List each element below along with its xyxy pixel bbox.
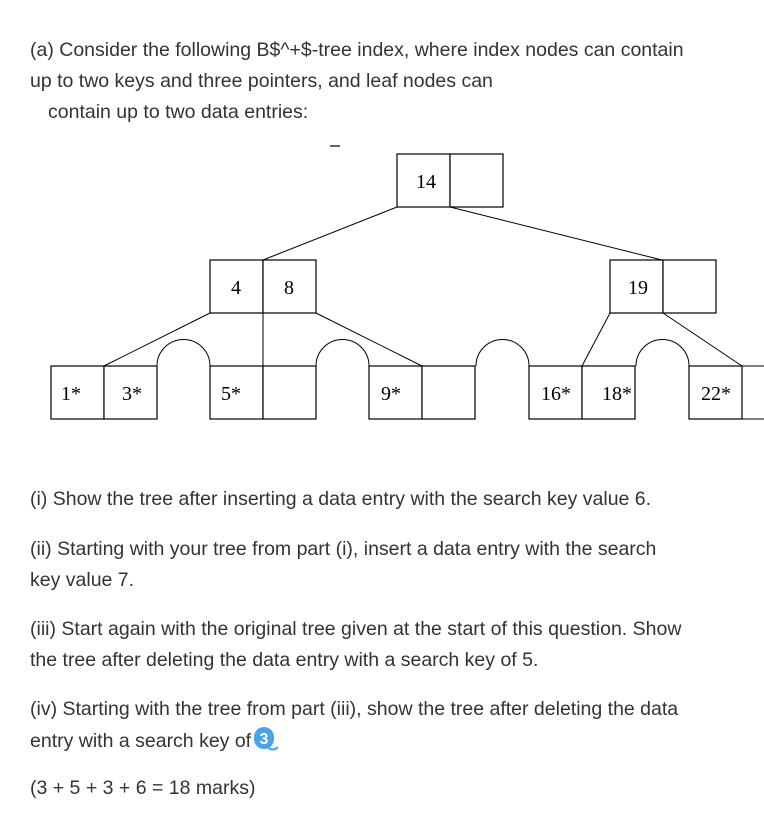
leaf-3-cell-2 <box>422 366 475 419</box>
leaf-node-4 <box>529 366 635 419</box>
intro-line-1: (a) Consider the following B$^+$-tree index, where index nodes can contain <box>30 39 684 61</box>
edge-right-index-to-leaf-4 <box>582 313 610 366</box>
sibling-arc-3 <box>476 340 529 367</box>
marks-summary <box>30 773 745 804</box>
root-key-1: 14 <box>416 171 436 193</box>
intro-line-2: up to two keys and three pointers, and leaf nodes can <box>30 70 493 92</box>
edge-root-to-right-index <box>450 207 662 260</box>
sibling-arc-1 <box>157 340 210 367</box>
question-intro <box>30 35 745 128</box>
edge-right-index-to-leaf-5 <box>663 313 742 366</box>
part-ii-line-1: (ii) Starting with your tree from part (i), insert a data entry with the search <box>30 538 657 560</box>
leaf-2-cell-2 <box>263 366 316 419</box>
leaf-node-1 <box>51 366 157 419</box>
emoji-three-tail <box>267 747 278 750</box>
emoji-three-icon <box>253 725 279 763</box>
leaf-4-entry-1: 16* <box>541 383 571 405</box>
leaf-3-entry-1: 9* <box>381 383 401 405</box>
right-index-node <box>610 260 716 313</box>
edge-left-index-to-leaf-3 <box>316 313 422 366</box>
left-index-key-2: 8 <box>284 277 294 299</box>
leaf-4-entry-2: 18* <box>602 383 632 405</box>
leaf-node-3 <box>369 366 475 419</box>
part-iv-line-2: entry with a search key of <box>30 730 252 752</box>
question-part-ii <box>30 534 745 596</box>
part-iv-line-1: (iv) Starting with the tree from part (iii), show the tree after deleting the data <box>30 698 679 720</box>
marks-text: (3 + 5 + 3 + 6 = 18 marks) <box>30 777 256 799</box>
leaf-1-entry-1: 1* <box>61 383 81 405</box>
right-index-key-1: 19 <box>628 277 648 299</box>
leaf-node-5 <box>689 366 764 419</box>
emoji-three-glyph: 3 <box>259 731 269 748</box>
intro-line-3: contain up to two data entries: <box>48 101 309 123</box>
leaf-node-2 <box>210 366 316 419</box>
left-index-node <box>210 260 316 313</box>
leaf-5-cell-2-partial <box>742 366 764 419</box>
question-part-iii <box>30 614 745 676</box>
bplus-tree-diagram <box>0 140 764 430</box>
left-index-key-1: 4 <box>231 277 241 299</box>
question-part-i <box>30 484 745 515</box>
leaf-1-entry-2: 3* <box>122 383 142 405</box>
part-ii-line-2: key value 7. <box>30 569 135 591</box>
part-i-text: (i) Show the tree after inserting a data entry with the search key value 6. <box>30 488 652 510</box>
sibling-arc-4 <box>636 340 689 367</box>
part-iii-line-1: (iii) Start again with the original tree given at the start of this question. Show <box>30 618 682 640</box>
edge-left-index-to-leaf-1 <box>104 313 210 366</box>
sibling-arc-2 <box>316 340 369 367</box>
root-key-cell-2 <box>450 154 503 207</box>
question-part-iv <box>30 694 745 763</box>
edge-root-to-left-index <box>263 207 397 260</box>
leaf-5-entry-1: 22* <box>701 383 731 405</box>
root-node <box>397 154 503 207</box>
part-iii-line-2: the tree after deleting the data entry with a search key of 5. <box>30 649 539 671</box>
right-index-cell-2 <box>663 260 716 313</box>
leaf-2-entry-1: 5* <box>221 383 241 405</box>
